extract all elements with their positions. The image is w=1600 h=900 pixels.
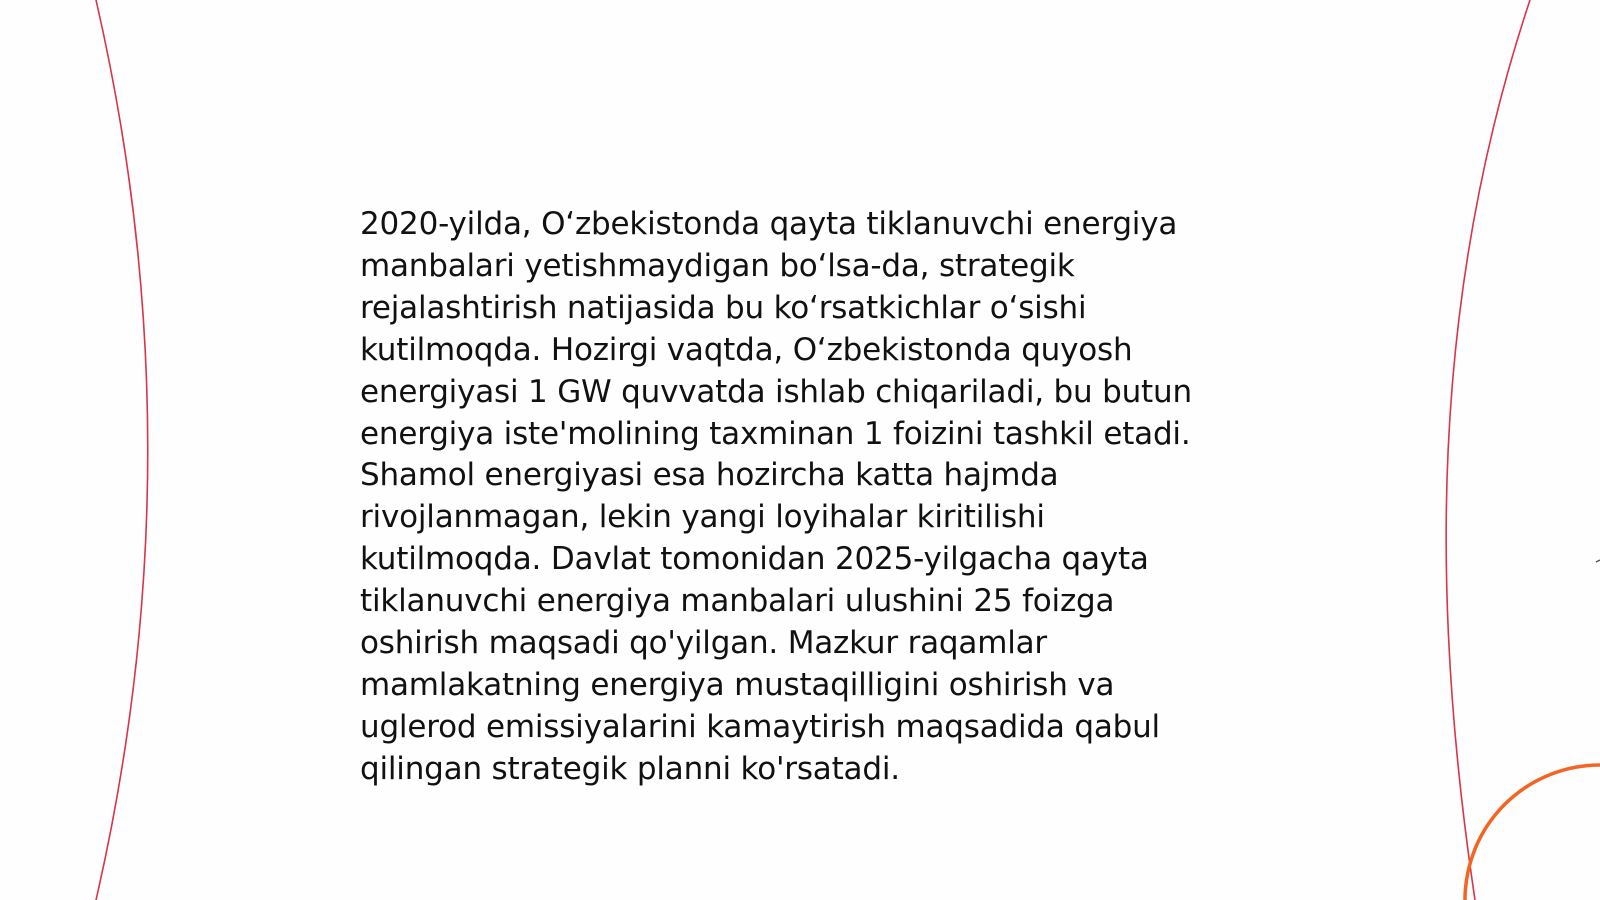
paragraph-line: qilingan strategik planni ko'rsatadi. <box>360 750 900 787</box>
paragraph-line: kutilmoqda. Hozirgi vaqtda, O‘zbekistonda quyosh <box>360 331 1133 368</box>
body-paragraph <box>360 204 1260 791</box>
paragraph-line: mamlakatning energiya mustaqilligini oshirish va <box>360 666 1115 703</box>
orange-circle <box>1465 765 1600 900</box>
paragraph-line: uglerod emissiyalarini kamaytirish maqsadida qabul <box>360 708 1160 745</box>
paragraph-line: oshirish maqsadi qo'yilgan. Mazkur raqamlar <box>360 625 1047 662</box>
paragraph-line: energiyasi 1 GW quvvatda ishlab chiqariladi, bu butun <box>360 373 1192 410</box>
paragraph-line: kutilmoqda. Davlat tomonidan 2025-yilgacha qayta <box>360 541 1149 578</box>
paragraph-line: Shamol energiyasi esa hozircha katta hajmda <box>360 457 1059 494</box>
right-arc <box>1446 0 1530 900</box>
paragraph-line: manbalari yetishmaydigan bo‘lsa-da, strategik <box>360 247 1075 284</box>
paragraph-line: 2020-yilda, O‘zbekistonda qayta tiklanuvchi energiya <box>360 206 1178 242</box>
left-arc <box>96 0 148 900</box>
paragraph-line: rejalashtirish natijasida bu ko‘rsatkichlar o‘sishi <box>360 289 1087 326</box>
right-edge-tick <box>1596 560 1600 562</box>
paragraph-line: rivojlanmagan, lekin yangi loyihalar kiritilishi <box>360 499 1045 536</box>
paragraph-line: energiya iste'molining taxminan 1 foizini tashkil etadi. <box>360 415 1191 452</box>
paragraph-line: tiklanuvchi energiya manbalari ulushini 25 foizga <box>360 583 1115 620</box>
